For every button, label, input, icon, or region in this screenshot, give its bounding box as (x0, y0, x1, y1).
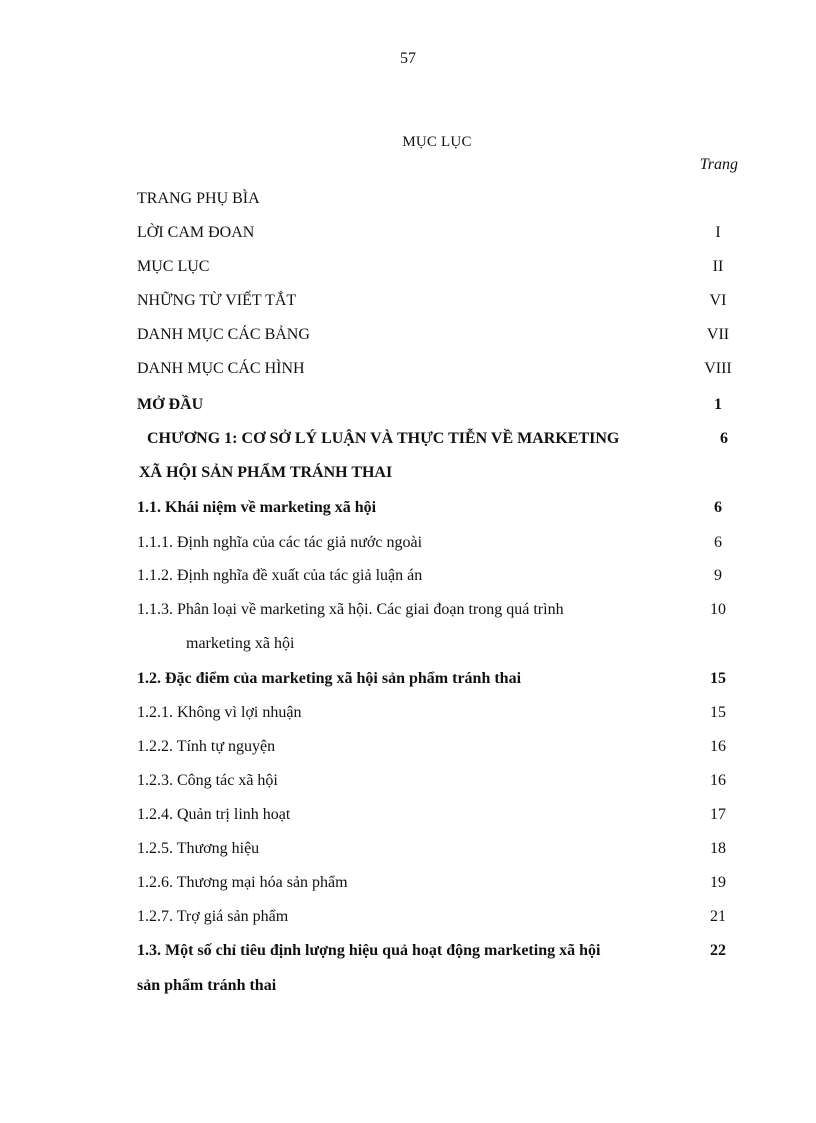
toc-entry-text: DANH MỤC CÁC BẢNG (137, 326, 310, 343)
toc-entry-page: VII (706, 326, 730, 343)
toc-entry-text: 1.2.2. Tính tự nguyện (137, 738, 276, 755)
toc-entry-text: 1.1. Khái niệm về marketing xã hội (137, 499, 377, 516)
toc-entry-text: TRANG PHỤ BÌA (137, 190, 260, 207)
toc-entry (0, 907, 816, 927)
toc-title: MỤC LỤC (402, 134, 472, 150)
toc-entry-text: DANH MỤC CÁC HÌNH (137, 360, 305, 377)
toc-entry (0, 839, 816, 859)
toc-entry-text: 1.2.7. Trợ giá sản phẩm (137, 908, 289, 925)
toc-entry (0, 498, 816, 518)
toc-entry-continuation: XÃ HỘI SẢN PHẨM TRÁNH THAI (139, 464, 393, 481)
toc-entry-page: 19 (710, 874, 726, 891)
toc-entry-page: 22 (710, 942, 726, 959)
toc-entry-text: 1.2. Đặc điểm của marketing xã hội sản phẩm tránh thai (137, 670, 522, 687)
toc-entry-page: VI (709, 292, 727, 309)
toc-entry (0, 805, 816, 825)
toc-entry-text: 1.2.4. Quản trị linh hoạt (137, 806, 291, 823)
toc-entry (0, 600, 816, 620)
toc-entry-page: 16 (710, 738, 726, 755)
toc-entry (0, 566, 816, 586)
toc-entry-page: 6 (714, 499, 722, 516)
toc-entry-text: LỜI CAM ĐOAN (137, 224, 255, 241)
toc-entry (0, 257, 816, 277)
toc-entry-text: 1.1.2. Định nghĩa đề xuất của tác giả luận án (137, 567, 423, 584)
toc-entry (0, 941, 816, 961)
toc-entry (0, 873, 816, 893)
toc-entry-page: 16 (710, 772, 726, 789)
toc-entry-page: 10 (710, 601, 726, 618)
toc-entry (0, 223, 816, 243)
toc-entry-text: 1.2.3. Công tác xã hội (137, 772, 278, 789)
toc-entry (0, 533, 816, 553)
toc-entry-page: 9 (714, 567, 722, 584)
toc-entry (0, 395, 816, 415)
toc-entry-page: 21 (710, 908, 726, 925)
toc-entry-continuation: marketing xã hội (186, 635, 295, 652)
toc-entry-page: 15 (710, 670, 726, 687)
toc-entry (0, 703, 816, 723)
toc-entry-text: 1.1.3. Phân loại về marketing xã hội. Các giai đoạn trong quá trình (137, 601, 564, 618)
toc-entry-text: MỤC LỤC (137, 258, 210, 275)
toc-entry-page: II (712, 258, 724, 275)
toc-entry-page: VIII (704, 360, 732, 377)
toc-entry-continuation: sản phẩm tránh thai (137, 977, 277, 994)
toc-entry-text: NHỮNG TỪ VIẾT TẮT (137, 292, 297, 309)
page-number: 57 (400, 50, 416, 67)
toc-entry (0, 669, 816, 689)
toc-entry (0, 737, 816, 757)
toc-entry-page: I (715, 224, 721, 241)
toc-entry-text: CHƯƠNG 1: CƠ SỞ LÝ LUẬN VÀ THỰC TIỄN VỀ MARKETING (147, 430, 620, 447)
toc-entry (0, 429, 816, 449)
toc-entry (0, 291, 816, 311)
toc-entry-page: 6 (720, 430, 728, 447)
toc-entry-text: 1.2.1. Không vì lợi nhuận (137, 704, 302, 721)
toc-entry-page: 15 (710, 704, 726, 721)
toc-entry (0, 189, 816, 209)
toc-entry (0, 359, 816, 379)
toc-entry-page: 1 (714, 396, 722, 413)
page-column-label: Trang (699, 156, 738, 173)
toc-entry-page: 17 (710, 806, 726, 823)
toc-entry-text: 1.2.5. Thương hiệu (137, 840, 260, 857)
toc-entry-text: 1.2.6. Thương mại hóa sản phẩm (137, 874, 348, 891)
toc-entry-page: 6 (714, 534, 722, 551)
toc-entry-page: 18 (710, 840, 726, 857)
toc-entry-text: 1.3. Một số chỉ tiêu định lượng hiệu quả hoạt động marketing xã hội (137, 942, 601, 959)
toc-entry-text: 1.1.1. Định nghĩa của các tác giả nước ngoài (137, 534, 423, 551)
toc-entry (0, 771, 816, 791)
toc-entry-text: MỞ ĐẦU (137, 396, 204, 413)
toc-entry (0, 325, 816, 345)
